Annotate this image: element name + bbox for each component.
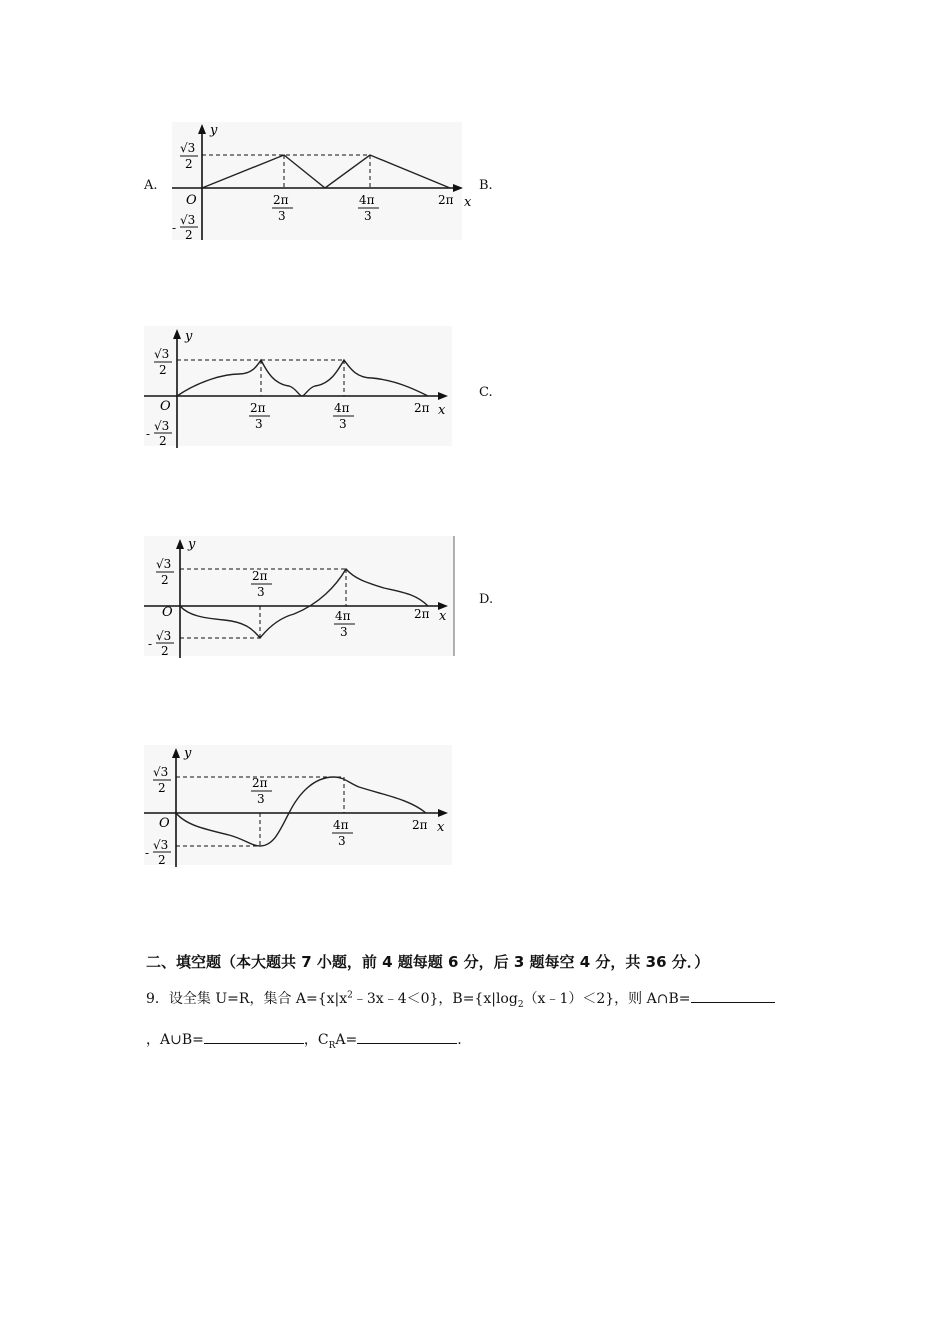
x-tick1-den: 3 xyxy=(257,792,265,806)
y-bot-sign: - xyxy=(148,637,153,651)
y-top-num: √3 xyxy=(156,557,172,571)
question-sup: 2 xyxy=(347,990,353,1001)
x-tick1-num: 2π xyxy=(250,401,266,415)
y-bot-sign: - xyxy=(146,427,151,441)
complement-sub: R xyxy=(328,1040,336,1051)
x-tick1-den: 3 xyxy=(257,585,265,599)
x-axis-label: x xyxy=(439,609,447,624)
graph-option-c xyxy=(144,536,456,658)
x-tick1-den: 3 xyxy=(255,417,263,431)
x-axis-label: x xyxy=(464,195,472,210)
y-bot-num: √3 xyxy=(156,629,172,643)
question-sub: 2 xyxy=(517,999,524,1010)
x-tick2-den: 3 xyxy=(338,834,346,848)
x-tick2-num: 4π xyxy=(335,609,351,623)
x-tick2-den: 3 xyxy=(364,209,372,223)
y-bot-den: 2 xyxy=(185,228,193,242)
y-top-num: √3 xyxy=(180,141,196,155)
y-axis-label: y xyxy=(188,537,196,552)
graph-option-b xyxy=(144,326,454,448)
question-end: . xyxy=(457,1032,462,1048)
x-tick1-num: 2π xyxy=(273,193,289,207)
x-tick2-num: 4π xyxy=(334,401,350,415)
y-bot-den: 2 xyxy=(159,434,167,448)
x-end-label: 2π xyxy=(412,818,428,832)
option-c-label: C. xyxy=(479,385,493,400)
origin-label: O xyxy=(162,605,173,620)
x-tick2-den: 3 xyxy=(339,417,347,431)
origin-label: O xyxy=(186,193,197,208)
question-text-part2: ﹣3x﹣4＜0}，B={x|log xyxy=(352,991,518,1007)
y-axis-label: y xyxy=(184,746,192,761)
question-9-line2 xyxy=(146,1029,462,1051)
y-bot-den: 2 xyxy=(158,853,166,867)
y-axis-label: y xyxy=(210,123,218,138)
y-bot-num: √3 xyxy=(180,213,196,227)
y-bot-den: 2 xyxy=(161,644,169,658)
y-axis-label: y xyxy=(185,329,193,344)
option-d-label: D. xyxy=(479,592,494,607)
y-bot-num: √3 xyxy=(153,838,169,852)
y-top-den: 2 xyxy=(158,781,166,795)
x-end-label: 2π xyxy=(414,401,430,415)
answer-blank-complement[interactable] xyxy=(357,1029,457,1044)
x-axis-label: x xyxy=(437,820,445,835)
origin-label: O xyxy=(160,399,171,414)
x-tick1-den: 3 xyxy=(278,209,286,223)
question-9-line1 xyxy=(146,988,775,1010)
answer-blank-union[interactable] xyxy=(204,1029,304,1044)
y-bot-num: √3 xyxy=(154,419,170,433)
option-a-label: A. xyxy=(144,178,158,193)
x-end-label: 2π xyxy=(438,193,454,207)
question-text-part3: （x﹣1）＜2}，则 A∩B= xyxy=(523,991,691,1007)
question-line2-complement: ，C xyxy=(303,1032,329,1048)
graph-option-a xyxy=(172,122,472,242)
question-line2-complement-a: A= xyxy=(335,1032,358,1048)
y-bot-sign: - xyxy=(145,846,150,860)
option-b-label: B. xyxy=(479,178,493,193)
section-heading: 二、填空题（本大题共 7 小题，前 4 题每题 6 分，后 3 题每空 4 分，共 36 分．） xyxy=(146,953,710,971)
y-top-den: 2 xyxy=(185,157,193,171)
y-top-den: 2 xyxy=(159,363,167,377)
question-text-part1: 设全集 U=R，集合 A={x|x xyxy=(168,991,348,1007)
graph-option-d xyxy=(144,745,454,867)
y-top-num: √3 xyxy=(153,765,169,779)
x-axis-label: x xyxy=(438,403,446,418)
y-top-num: √3 xyxy=(154,347,170,361)
x-tick2-den: 3 xyxy=(340,625,348,639)
y-bot-sign: - xyxy=(172,221,177,235)
origin-label: O xyxy=(159,816,170,831)
x-end-label: 2π xyxy=(414,607,430,621)
x-tick1-num: 2π xyxy=(252,776,268,790)
x-tick2-num: 4π xyxy=(333,818,349,832)
x-tick1-num: 2π xyxy=(252,569,268,583)
y-top-den: 2 xyxy=(161,573,169,587)
question-number: 9． xyxy=(146,991,169,1007)
x-tick2-num: 4π xyxy=(359,193,375,207)
question-line2-union: ，A∪B= xyxy=(146,1032,204,1048)
answer-blank-intersection[interactable] xyxy=(691,988,775,1003)
